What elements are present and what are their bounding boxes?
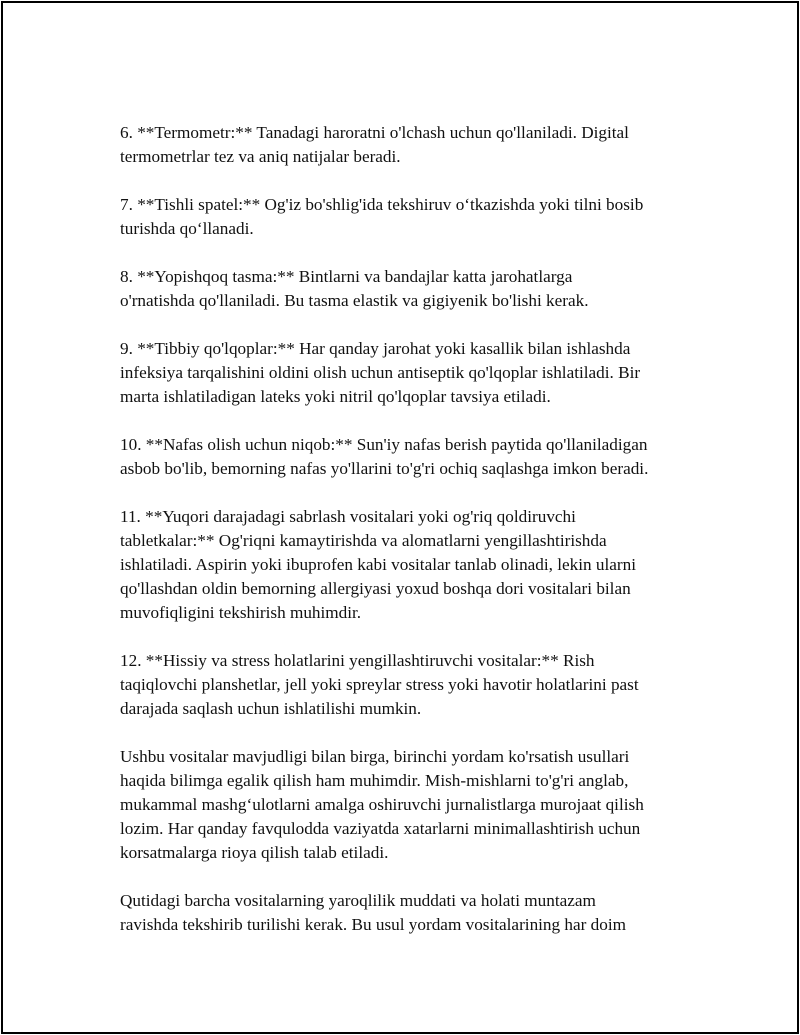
paragraph-expiry-check: Qutidagi barcha vositalarning yaroqlilik muddati va holati muntazam ravishda tekshirib turilishi kerak. Bu usul yordam vositalarining har doim bbox=[120, 891, 626, 934]
document-page bbox=[1, 1, 799, 1034]
paragraph-item-9-tibbiy-qolqoplar: 9. **Tibbiy qo'lqoplar:** Har qanday jarohat yoki kasallik bilan ishlashda infeksiya tarqalishini oldini olish uchun antiseptik qo'lqoplar ishlatiladi. Bir marta ishlatiladigan lateks yoki nitril qo'lqoplar tavsiya etiladi. bbox=[120, 339, 641, 406]
paragraph-item-7-tishli-spatel: 7. **Tishli spatel:** Og'iz bo'shlig'ida tekshiruv o‘tkazishda yoki tilni bosib turishda qo‘llanadi. bbox=[120, 195, 644, 238]
paragraph-item-8-yopishqoq-tasma: 8. **Yopishqoq tasma:** Bintlarni va bandajlar katta jarohatlarga o'rnatishda qo'llaniladi. Bu tasma elastik va gigiyenik bo'lishi kerak. bbox=[120, 267, 589, 310]
document-body bbox=[120, 121, 700, 937]
paragraph-item-10-nafas-niqob: 10. **Nafas olish uchun niqob:** Sun'iy nafas berish paytida qo'llaniladigan asbob bo'lib, bemorning nafas yo'llarini to'g'ri ochiq saqlashga imkon beradi. bbox=[120, 435, 649, 478]
paragraph-item-11-ogriq-qoldiruvchi: 11. **Yuqori darajadagi sabrlash vositalari yoki og'riq qoldiruvchi tabletkalar:** Og'riqni kamaytirishda va alomatlarni yengillashtirishda ishlatiladi. Aspirin yoki ibuprofen kabi vositalar tanlab olinadi, lekin ularni qo'llashdan oldin bemorning allergiyasi yoxud boshqa dori vositalari bilan muvofiqligini tekshirish muhimdir. bbox=[120, 507, 637, 622]
paragraph-first-aid-knowledge: Ushbu vositalar mavjudligi bilan birga, birinchi yordam ko'rsatish usullari haqida bilimga egalik qilish ham muhimdir. Mish-mishlarni to'g'ri anglab, mukammal mashg‘ulotlarni amalga oshiruvchi jurnalistlarga murojaat qilish lozim. Har qanday favqulodda vaziyatda xatarlarni minimallashtirish uchun korsatmalarga rioya qilish talab etiladi. bbox=[120, 747, 644, 862]
paragraph-item-12-stress-vositalar: 12. **Hissiy va stress holatlarini yengillashtiruvchi vositalar:** Rish taqiqlovchi planshetlar, jell yoki spreylar stress yoki havotir holatlarini past darajada saqlash uchun ishlatilishi mumkin. bbox=[120, 651, 639, 718]
paragraph-item-6-termometr: 6. **Termometr:** Tanadagi haroratni o'lchash uchun qo'llaniladi. Digital termometrlar tez va aniq natijalar beradi. bbox=[120, 123, 629, 166]
